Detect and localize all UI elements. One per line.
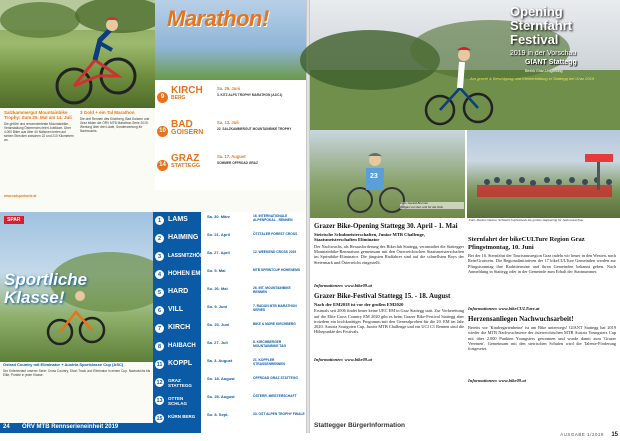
event-date: Sa. 17. August [217,154,246,159]
info-link-bike09[interactable]: Informationen: www.bike09.at [314,282,372,288]
bike-rider-illustration [0,0,155,108]
article-body-nachwuchs: Bereits vor 'Kindergartenbeine' ist am Bike unterwegs! GIANT Stattegg hat 2019 wieder die MTB Nachwuchsserie der österreichischen MTB Austria Youngsters Cup mit über 2.000 Punkten Youngsters gewonnen und wurde damit zum 'Grazer Vereinen'. Gemeinsam mit den steirischen Schulen wird die Talente-Förderung fortgesetzt. [468,325,616,352]
article-heading-nachwuchs: Herzensanliegen Nachwuchsarbeit! [468,315,574,323]
event-number: 12 [154,377,165,388]
opening-subtitle: 2019 in der Vorschau [510,50,577,57]
marathon-event[interactable] [155,84,306,116]
page-number-left: 24 [3,424,10,430]
marathon-header [155,0,306,80]
article-body-bike-opening: Der Nachwuchs, als Herausforderung des Bikeclub Stattegg, veranstaltet die Stattegger Mountainbike-Rennsaison gemeinsam mit den Österreichischen Staatsmeisterschaften im Sprintbike-Eliminator. Die jüngsten Radfahrer sind auf die schnellsten Boys der Steiermark und Österreichs eingestellt. [314,243,464,265]
event-title: 21. KOPPLER STRASSENRENNEN [253,358,285,366]
sport-event[interactable] [153,268,306,281]
sport-event-list [153,212,306,433]
kids-photo [310,130,465,218]
event-city-line1: KIRCH [171,85,203,96]
sport-title-line1: Sportliche [4,270,88,289]
opening-location: GIANT Stattegg [525,59,577,66]
event-title: 33. OST ALPEN TROPHY FINALE [253,412,305,416]
event-city-line2: STATTEGG [171,163,201,169]
event-city: HAIMING [168,234,199,241]
event-title: BIKE & MORE KIRCHBERG [253,322,296,326]
article-heading-bike-festival: Grazer Bike-Festival Stattegg 15. - 18. August [314,291,451,300]
marathon-mid-text: Die drei Rennen des Kirchberg, Bad Goisern und Graz bilden die ÖRV MTB Marathon-Serie 2019. Wertung über drei Läufe, Sonderwertung für Nachwuchs. [80,117,150,134]
kids-photo-caption: Foto: Gerald Brunner Vollgas von den und für die Kids [400,202,464,209]
event-number: 6 [154,305,165,316]
event-city [171,155,200,169]
opening-title-line1: Opening [510,4,563,19]
info-link-bike09[interactable]: Informationen: www.bike09.at [314,357,372,363]
crowd-illustration [467,130,620,218]
event-date: So. 18. August [207,376,235,381]
event-title: OFFROAD GRAZ STATTEGG [253,376,298,380]
sport-event[interactable] [153,250,306,263]
sport-event[interactable] [153,232,306,245]
marathon-mid-heading: 3 Gold + ein Tal Marathon [80,110,135,115]
opening-tagline: Am gravel & Beruhigung und Kleinerbildung in Stattegg bei Graz 2019 [470,76,595,81]
event-date: So. 26. Mai [207,286,228,291]
marathon-event[interactable] [155,118,306,150]
event-city: HARD [168,288,189,295]
crowd-photo [467,130,620,218]
event-title: 22. SALZKAMMERGUT MOUNTAINBIKE TROPHY [217,127,292,131]
event-number: 3 [154,251,165,262]
info-link-bikeculture[interactable]: Informationen: www.bikeCULTure.at [468,306,540,311]
event-date: Sa. 27. April [207,250,230,255]
event-city [171,121,203,137]
sport-badge: SPAR [4,216,24,224]
marathon-event[interactable] [155,152,306,186]
marathon-intro [4,110,76,210]
sport-event[interactable] [153,340,306,353]
event-city: KÜRN BERG [168,414,196,419]
footer-publication-title: Stattegger BürgerInformation [314,422,406,429]
sport-footer-text: ÖRV MTB Rennserieneinheit 2019 [22,424,119,430]
jersey-number: 23 [370,173,378,180]
opening-sub-location: Bezirk Graz-Umgebung [525,69,563,73]
opening-title-line2: Sternfahrt [510,18,573,33]
event-number: 14 [157,160,168,171]
article-heading-sternfahrt: Sternfahrt der bikeCULTure Region Graz Pfingstmontag, 10. Juni [468,236,585,251]
right-page-footer-right [540,423,618,438]
event-title: ÖSTERR. MEISTERSCHAFT [253,394,297,398]
event-title: 3. KITZ ALPS TROPHY MARATHON (A1/C1) [217,93,283,97]
event-number: 8 [154,341,165,352]
event-date: Sa. 29. Juni [217,86,241,91]
issue-label: AUSGABE 1/2019 [560,432,604,437]
sport-event[interactable] [153,376,306,389]
sport-event[interactable] [153,322,306,335]
opening-header-photo [310,0,620,130]
article-sub-bike-festival: Nach der EM2018 ist vor der großen EM2020 [314,301,404,307]
opening-title-line3: Festival [510,32,559,47]
sport-event[interactable] [153,412,306,425]
event-number: 4 [154,269,165,280]
event-city-line2: BERG [171,95,186,101]
sport-title-line2: Klasse! [4,288,65,307]
event-date: Sa. 30. März [207,214,230,219]
article-body-sternfahrt: Bei der 16. Sternfahrt der Tourismusregion Graz radeln wir heuer in den Westen, nach Rein/Gratwein. Die Regionalinitiativen der 17 bikeCULTure Gemeinden werden zur Pfingstsonntag ihre Radrittermine und ihren Gemeinden bekannt geben. Nach Anmeldung in Stattegg oder in der Gemeinde zum Erhalt der Startnummer. [468,253,616,274]
event-city: LAMS [168,216,188,223]
event-city: GRAZ STATTEGG [168,378,192,388]
article-body-bike-festival: Erstmals seit 2006 findet heuer keine UEC EM in Graz Stattegg statt. Zur Vorbereitung auf die Elite Cross Country EM 2020 gibt es beim Grazer Bike-Festival Stattegg aber trotzdem ein hochkarätiges Programm mit den Generalproben für die 20. EM im Jahr 2020. Austria Sourgoten Cup, Junior MTB Challenge und ein UCI C1 Rennen sind die Höhepunkte des Festivals. [314,308,464,335]
article-left-column [314,222,464,422]
event-number: 11 [154,359,165,370]
event-title: 8. KIRCHBERGER MOUNTAINBIKE TAG [253,340,287,348]
event-city-line1: BAD [171,119,193,130]
crowd-photo-caption: Foto: Markus Weiner, Schlacht Cupfestivals als großes Happening für Jedermann/frau [469,218,584,222]
event-date: Sa. 27. Juli [207,340,228,345]
event-city [171,87,203,101]
event-number: 5 [154,287,165,298]
info-link-bike09[interactable]: Informationen: www.bike09.at [468,378,526,383]
article-sub-bike-opening: Steirische Schulmeisterschaften, Junior MTB Challenge, Staatsmeisterschaften Eliminator [314,232,425,243]
event-date: So. 23. Juni [207,322,230,327]
article-right-column [468,236,616,421]
event-title: 7. RADON MTB MARATHON SERIES [253,304,297,312]
event-title: MTB SPRINTCUP HOHENEMS [253,268,301,272]
event-title: 12. WEEKEND CROSS 2019 [253,250,297,254]
marathon-rider-photo [0,0,155,108]
event-number: 9 [157,92,168,103]
event-number: 10 [157,126,168,137]
event-number: 2 [154,233,165,244]
event-city: OTTEN SCHLAG [168,396,187,406]
event-number: 1 [154,215,165,226]
sport-event[interactable] [153,394,306,407]
event-title: 16. INTERNATIONALE ALPENPOKAL - RENNEN [253,214,293,222]
sport-event[interactable] [153,304,306,317]
event-date: Sa. 3. August [207,358,233,363]
event-date: So. 21. April [207,232,230,237]
sport-event[interactable] [153,286,306,299]
sport-intro-heading: Ostrad Country mit Eliminator + Austria Sportclasse Cup (ASC) [3,362,124,367]
sport-event[interactable] [153,358,306,371]
event-number: 7 [154,323,165,334]
event-date: So. 9. Juni [207,304,228,309]
event-date: So. 8. Sept. [207,412,229,417]
event-number: 13 [154,395,165,406]
event-city: VILL [168,306,184,313]
event-city-line1: GRAZ [171,153,200,164]
sport-event[interactable] [153,214,306,227]
article-heading-bike-opening: Grazer Bike-Opening Stattegg 30. April - 1. Mai [314,222,458,230]
event-date: So. 25. August [207,394,235,399]
right-page-footer-left [314,422,464,432]
event-title: ÖTZTALER FOREST CROSS [253,232,298,236]
sport-intro-text: Der Kriterienlauf unserer Serie: Cross Country, Short Track und Eliminator in einem Cup. Nachwuchs bis Elite, Punkte in jeder Klasse. [3,369,151,377]
event-city: KOPPL [168,360,193,367]
marathon-title: Marathon! [167,6,269,31]
sport-intro [3,362,151,422]
event-city: LASSNITZHÖHE [168,253,207,259]
event-title: 26. INT. MOUNTAINBIKE RENNEN [253,286,291,294]
page-number-right: 15 [611,432,618,438]
event-date: So. 5. Mai [207,268,226,273]
marathon-intro-heading: Salzkammergut Mountainbike Trophy: Zum 25. Mal am 14. Juli [4,110,72,121]
event-city: HAIBACH [168,343,196,349]
event-title: SOMMER OFFROAD GRAZ [217,161,258,165]
magazine-right-page [310,0,620,438]
marathon-mid [80,110,152,210]
sport-footer [0,423,153,433]
event-city: HOHEN EMS [168,271,205,277]
marathon-link[interactable]: www.radsportserie.at [4,194,37,199]
magazine-left-page [0,0,306,433]
marathon-intro-text: Die größte und renommierteste Mountainbike-Veranstaltung Österreichs feiert Jubiläum. Über 4.000 Biker aus über 40 Nationen treten auf sieben Strecken zwischen 22 und 210 Kilometern an. [4,122,74,143]
sport-header-photo [0,212,153,362]
event-date: Sa. 13. Juli [217,120,239,125]
event-number: 15 [154,413,165,424]
event-city-line2: GOISERN [171,129,204,136]
marathon-event-list [155,80,306,190]
event-city: KIRCH [168,324,191,331]
